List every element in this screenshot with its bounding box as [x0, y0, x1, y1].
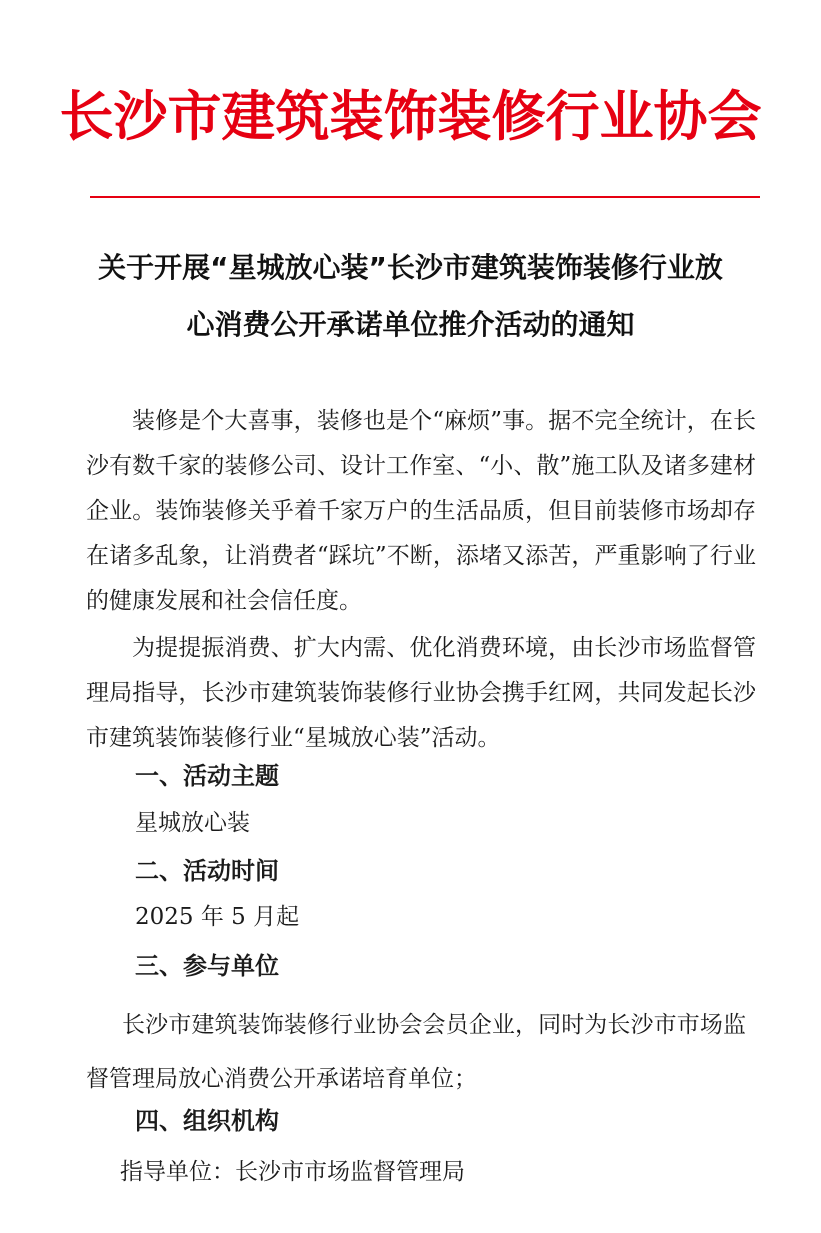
section-content-organization: 指导单位：长沙市市场监督管理局	[120, 1159, 465, 1185]
notice-title-line-1: 关于开展“星城放心装”长沙市建筑装饰装修行业放	[98, 251, 723, 284]
section-heading-time: 二、活动时间	[135, 857, 279, 885]
section-heading-theme: 一、活动主题	[135, 762, 279, 790]
section-content-theme: 星城放心装	[135, 810, 250, 836]
body-paragraph-1: 装修是个大喜事，装修也是个“麻烦”事。据不完全统计，在长沙有数千家的装修公司、设计工作室、“小、散”施工队及诸多建材企业。装饰装修关乎着千家万户的生活品质，但目前装修市场却存在诸多乱象，让消费者“踩坑”不断，添堵又添苦，严重影响了行业的健康发展和社会信任度。	[86, 408, 756, 614]
section-content-time: 2025 年 5 月起	[135, 904, 300, 930]
body-paragraph-2: 为提提振消费、扩大内需、优化消费环境，由长沙市场监督管理局指导，长沙市建筑装饰装修行业协会携手红网，共同发起长沙市建筑装饰装修行业“星城放心装”活动。	[86, 635, 756, 751]
letterhead-divider	[90, 196, 760, 198]
notice-title-line-2: 心消费公开承诺单位推介活动的通知	[186, 308, 635, 341]
section-heading-participants: 三、参与单位	[135, 952, 279, 980]
section-content-participants: 长沙市建筑装饰装修行业协会会员企业，同时为长沙市市场监督管理局放心消费公开承诺培育单位；	[86, 1012, 746, 1092]
organization-letterhead: 长沙市建筑装饰装修行业协会	[59, 85, 762, 148]
section-heading-organization: 四、组织机构	[135, 1107, 279, 1135]
